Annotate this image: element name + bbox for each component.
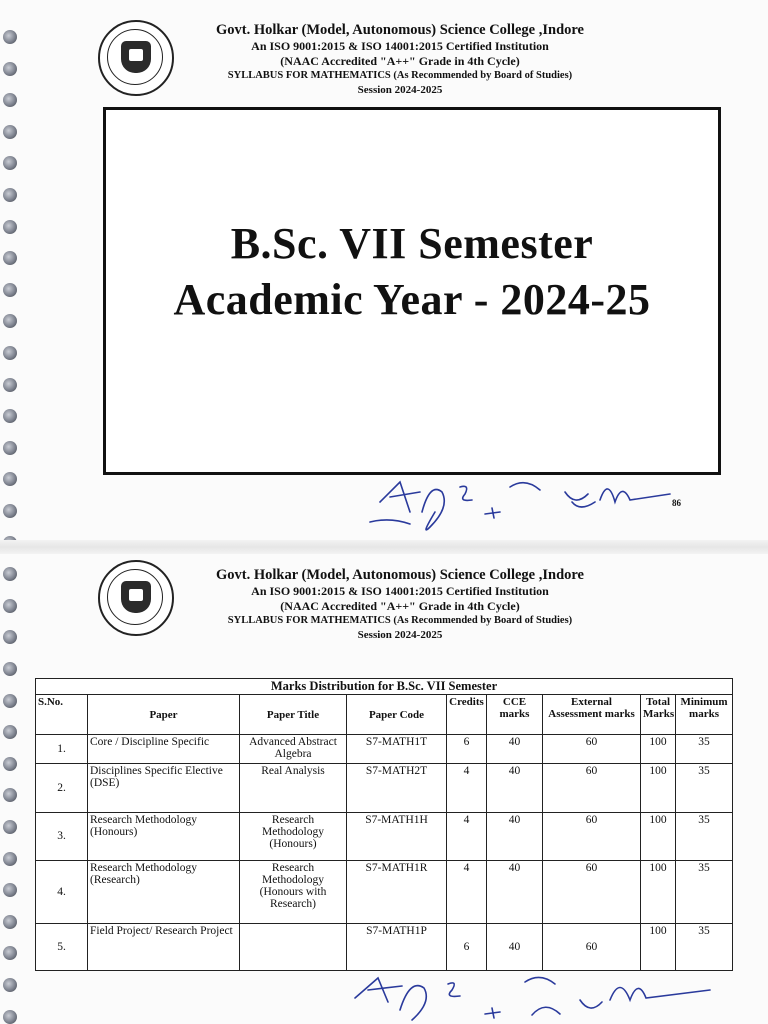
college-header — [160, 22, 640, 98]
cell-minimum: 35 — [676, 735, 733, 764]
college-header — [160, 567, 640, 643]
cell-credits: 6 — [447, 735, 487, 764]
cell-credits: 6 — [447, 923, 487, 970]
cell-external: 60 — [543, 923, 641, 970]
cell-total: 100 — [641, 763, 676, 812]
marks-distribution-table — [35, 678, 733, 971]
cell-paper: Research Methodology (Honours) — [88, 812, 240, 860]
cell-paper: Research Methodology (Research) — [88, 860, 240, 923]
cell-minimum: 35 — [676, 812, 733, 860]
cell-sno: 5. — [36, 923, 88, 970]
cell-minimum: 35 — [676, 860, 733, 923]
cell-cce: 40 — [487, 763, 543, 812]
cell-sno: 4. — [36, 860, 88, 923]
cell-external: 60 — [543, 735, 641, 764]
cell-title: Research Methodology (Honours) — [240, 812, 347, 860]
syllabus-line: SYLLABUS FOR MATHEMATICS (As Recommended by Board of Studies) — [227, 615, 573, 626]
table-header-row — [36, 695, 733, 735]
cell-cce: 40 — [487, 860, 543, 923]
cell-title: Research Methodology (Honours with Research) — [240, 860, 347, 923]
cell-paper: Core / Discipline Specific — [88, 735, 240, 764]
cell-cce: 40 — [487, 735, 543, 764]
column-header: S.No. — [36, 695, 88, 735]
cell-credits: 4 — [447, 860, 487, 923]
cell-code: S7-MATH1R — [347, 860, 447, 923]
signatures — [360, 472, 680, 542]
column-header: Total Marks — [641, 695, 676, 735]
college-name: Govt. Holkar (Model, Autonomous) Science College ,Indore — [216, 567, 584, 583]
iso-certification: An ISO 9001:2015 & ISO 14001:2015 Certified Institution — [251, 584, 549, 598]
cover-title-box — [103, 107, 721, 475]
cell-cce: 40 — [487, 923, 543, 970]
cell-title: Advanced Abstract Algebra — [240, 735, 347, 764]
cell-title — [240, 923, 347, 970]
column-header: Paper — [88, 695, 240, 735]
table-row — [36, 923, 733, 970]
column-header: CCE marks — [487, 695, 543, 735]
cell-code: S7-MATH2T — [347, 763, 447, 812]
cell-cce: 40 — [487, 812, 543, 860]
syllabus-line: SYLLABUS FOR MATHEMATICS (As Recommended by Board of Studies) — [227, 70, 573, 81]
signatures — [340, 970, 720, 1024]
session-line: Session 2024-2025 — [357, 84, 443, 96]
iso-certification: An ISO 9001:2015 & ISO 14001:2015 Certified Institution — [251, 39, 549, 53]
cell-code: S7-MATH1H — [347, 812, 447, 860]
college-name: Govt. Holkar (Model, Autonomous) Science College ,Indore — [216, 22, 584, 38]
cover-title-line2: Academic Year - 2024-25 — [173, 275, 651, 324]
table-body — [36, 735, 733, 971]
cover-title-line1: B.Sc. VII Semester — [230, 219, 594, 268]
column-header: Paper Title — [240, 695, 347, 735]
cell-code: S7-MATH1P — [347, 923, 447, 970]
table-row — [36, 860, 733, 923]
column-header: External Assessment marks — [543, 695, 641, 735]
page-number: 86 — [672, 498, 681, 508]
session-line: Session 2024-2025 — [357, 629, 443, 641]
table-row — [36, 812, 733, 860]
table-row — [36, 763, 733, 812]
cell-sno: 1. — [36, 735, 88, 764]
column-header: Minimum marks — [676, 695, 733, 735]
naac-accreditation: (NAAC Accredited "A++" Grade in 4th Cycle) — [280, 599, 520, 613]
cell-external: 60 — [543, 812, 641, 860]
cell-paper: Disciplines Specific Elective (DSE) — [88, 763, 240, 812]
cell-paper: Field Project/ Research Project — [88, 923, 240, 970]
cell-code: S7-MATH1T — [347, 735, 447, 764]
cell-total: 100 — [641, 735, 676, 764]
column-header: Credits — [447, 695, 487, 735]
cell-total: 100 — [641, 860, 676, 923]
cell-minimum: 35 — [676, 763, 733, 812]
cell-title: Real Analysis — [240, 763, 347, 812]
table-row — [36, 735, 733, 764]
cell-credits: 4 — [447, 812, 487, 860]
column-header: Paper Code — [347, 695, 447, 735]
table-caption: Marks Distribution for B.Sc. VII Semester — [36, 679, 733, 695]
cell-total: 100 — [641, 812, 676, 860]
cell-minimum: 35 — [676, 923, 733, 970]
cell-external: 60 — [543, 860, 641, 923]
cell-sno: 2. — [36, 763, 88, 812]
cell-external: 60 — [543, 763, 641, 812]
naac-accreditation: (NAAC Accredited "A++" Grade in 4th Cycle) — [280, 54, 520, 68]
cell-credits: 4 — [447, 763, 487, 812]
cell-sno: 3. — [36, 812, 88, 860]
cell-total: 100 — [641, 923, 676, 970]
